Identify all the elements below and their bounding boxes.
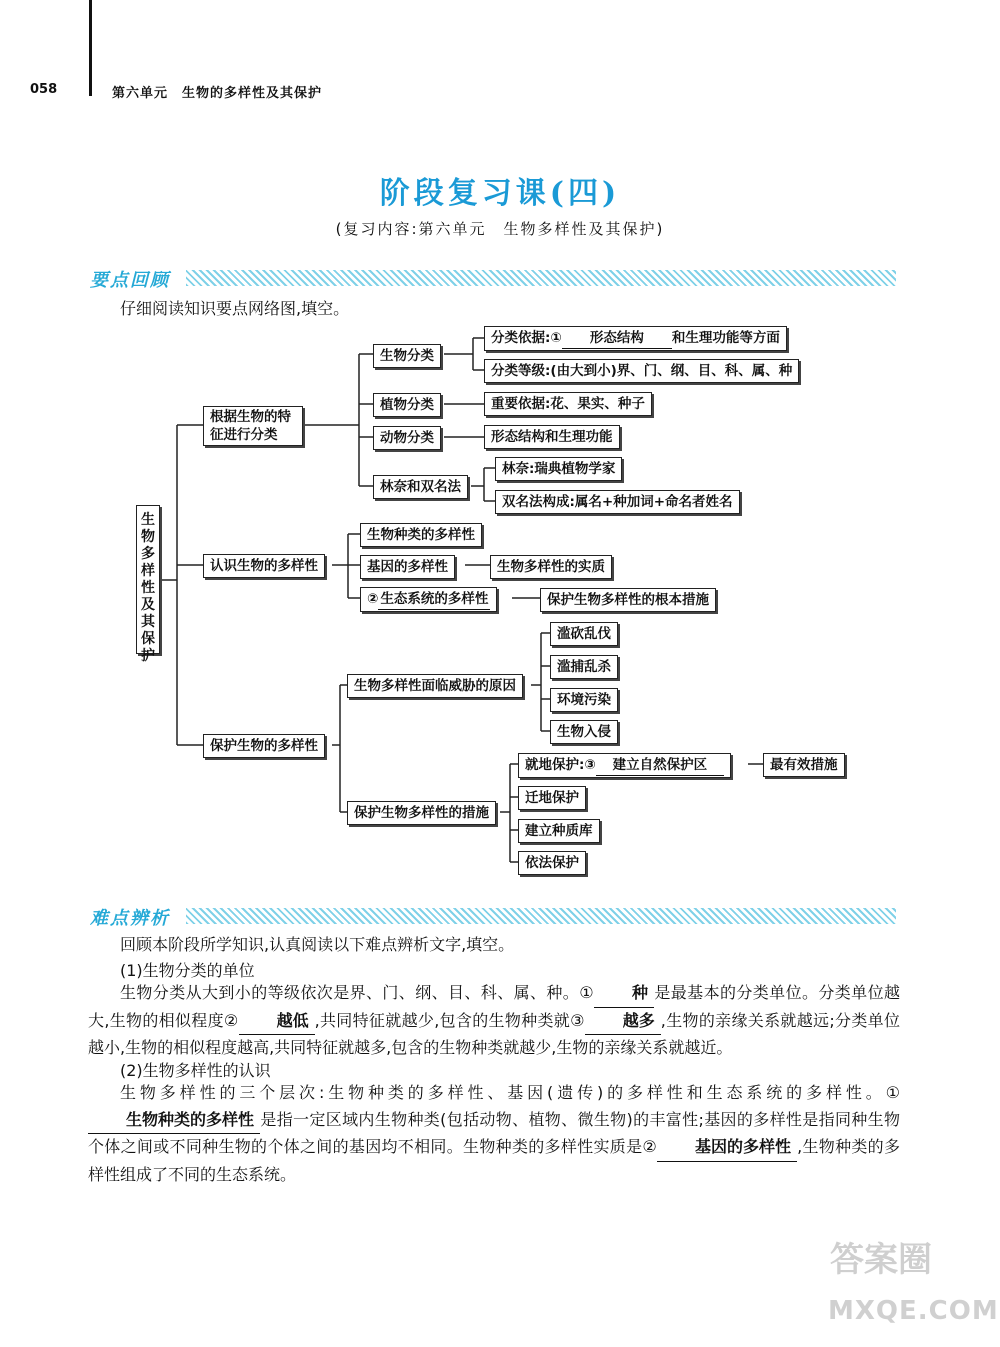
map-node-species-div: 生物种类的多样性	[360, 523, 482, 547]
p2-answer-1: 生物种类的多样性	[88, 1107, 260, 1135]
paragraph-1	[88, 980, 900, 1062]
map-node-eco-div	[360, 587, 497, 612]
map-node-animal-class: 动物分类	[373, 426, 441, 450]
review-intro: 仔细阅读知识要点网络图,填空。	[120, 299, 350, 318]
watermark-logo: 答案圈	[830, 1240, 932, 1280]
map-node-animal-basis: 形态结构和生理功能	[484, 425, 620, 449]
p2-text-b: 是指一定区域内生物种类(包括动物、植物、微生物)的丰富性;基因的多样性是指同种生物个体之间或不同种生物的个体之间的基因均不相同。生物种类的多样性实质是②	[88, 1109, 900, 1156]
difficult-intro: 回顾本阶段所学知识,认真阅读以下难点辨析文字,填空。	[120, 935, 515, 954]
in-situ-answer: 建立自然保护区	[596, 755, 724, 776]
basis-answer: 形态结构	[562, 328, 672, 349]
p1-text-b: 是最基本的分类单位。分类单位越大,生物的相似程度②	[88, 983, 900, 1030]
map-node-threat-1: 滥砍乱伐	[550, 622, 618, 646]
p2-text-a: 生物多样性的三个层次:生物种类的多样性、基因(遗传)的多样性和生态系统的多样性。①	[120, 1083, 900, 1102]
section-stripe-2	[186, 908, 896, 924]
map-node-plant-class: 植物分类	[373, 393, 441, 417]
paragraph-2	[88, 1080, 900, 1188]
map-node-threat-4: 生物入侵	[550, 720, 618, 744]
map-node-protect: 保护生物的多样性	[203, 734, 325, 758]
section-heading-difficult: 难点辨析	[90, 908, 170, 929]
section-heading-review: 要点回顾	[90, 270, 170, 291]
map-node-linnaeus-who: 林奈:瑞典植物学家	[495, 457, 622, 481]
map-node-linnaeus: 林奈和双名法	[373, 475, 468, 499]
map-node-fundamental: 保护生物多样性的根本措施	[540, 588, 716, 612]
map-node-gene-bank: 建立种质库	[518, 819, 600, 843]
map-node-gene-div: 基因的多样性	[360, 555, 455, 579]
map-node-threat-3: 环境污染	[550, 688, 618, 712]
map-node-know-div: 认识生物的多样性	[203, 554, 325, 578]
map-root	[136, 505, 160, 664]
map-node-legal: 依法保护	[518, 851, 586, 875]
p1-answer-1: 种	[594, 980, 654, 1008]
basis-suffix: 和生理功能等方面	[671, 330, 780, 346]
map-node-threat: 生物多样性面临威胁的原因	[347, 674, 523, 698]
map-node-most-effective: 最有效措施	[763, 753, 845, 777]
map-node-binomial: 双名法构成:属名+种加词+命名者姓名	[495, 490, 740, 514]
map-node-ex-situ: 迁地保护	[518, 786, 586, 810]
p1-text-a: 生物分类从大到小的等级依次是界、门、纲、目、科、属、种。①	[120, 983, 594, 1002]
in-situ-prefix: 就地保护:③	[525, 757, 596, 773]
p1-text-d: ,生物的亲缘关系就越远;分类单位越小,生物的相似程度越高,共同特征就越多,包含的生物种类就越少,生物的亲缘关系就越近。	[88, 1010, 900, 1057]
map-node-levels: 分类等级:(由大到小)界、门、纲、目、科、属、种	[484, 359, 799, 383]
unit-title: 第六单元 生物的多样性及其保护	[112, 86, 323, 101]
p1-answer-3: 越多	[585, 1008, 661, 1036]
map-node-essence: 生物多样性的实质	[490, 555, 612, 579]
map-node-basis	[484, 326, 787, 351]
map-node-in-situ	[518, 753, 731, 778]
map-node-measures: 保护生物多样性的措施	[347, 801, 496, 825]
page-title: 阶段复习课(四)	[379, 176, 621, 211]
page-number: 058	[30, 82, 58, 97]
p2-answer-2: 基因的多样性	[657, 1134, 797, 1162]
map-node-threat-2: 滥捕乱杀	[550, 655, 618, 679]
map-root-label: 生物多样性及其保护	[141, 512, 155, 664]
eco-prefix: ②	[367, 591, 379, 607]
map-node-bio-class: 生物分类	[373, 344, 441, 368]
watermark-url: MXQE.COM	[828, 1296, 999, 1326]
eco-answer: 生态系统的多样性	[378, 589, 490, 610]
p1-answer-2: 越低	[239, 1008, 315, 1036]
page-subtitle: (复习内容:第六单元 生物多样性及其保护)	[335, 220, 665, 238]
map-node-plant-basis: 重要依据:花、果实、种子	[484, 392, 652, 416]
basis-prefix: 分类依据:①	[491, 330, 562, 346]
p1-text-c: ,共同特征就越少,包含的生物种类就③	[314, 1010, 585, 1030]
subheading-2: (2)生物多样性的认识	[120, 1061, 271, 1080]
p2-text-c: ,生物种类的多样性组成了不同的生态系统。	[88, 1137, 900, 1184]
subheading-1: (1)生物分类的单位	[120, 961, 255, 980]
map-node-classify: 根据生物的特征进行分类	[203, 406, 303, 446]
